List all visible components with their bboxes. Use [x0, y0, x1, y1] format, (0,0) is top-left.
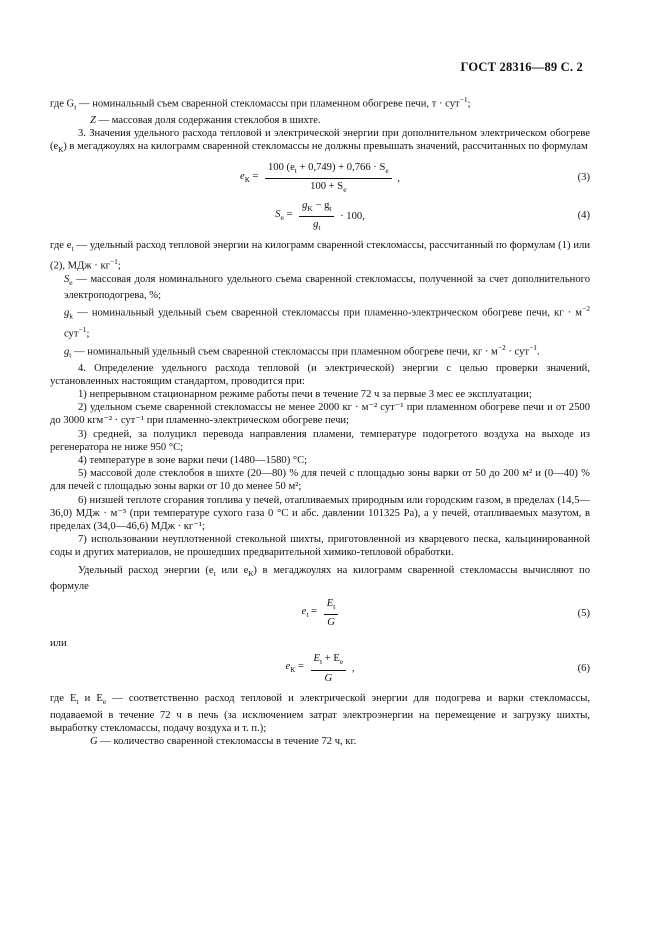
definition-gk: $g_k$ — номинальный удельный съем сваренной стекломассы при пламенно-электрическом обогреве печи, кг · $м^{-2}$ сут$^{-1}$; — [64, 304, 590, 340]
formula-4-fraction: $\frac{g_K - g_t}{g_t}$ — [299, 199, 334, 235]
or-text: или — [50, 638, 67, 650]
paragraph-3: 3. Значения удельного расхода тепловой и электрической энергии при дополнительном электрическом обогреве $(e_К)$ в мегаджоулях на килограмм сваренной стекломассы не должны превышать значений, рассчитанных по формулам — [50, 128, 590, 155]
definition-gt2: $g_t$ — номинальный удельный съем сваренной стекломассы при пламенном обогреве печи, кг · $м^{-2} \cdot сут^{-1}$. — [64, 342, 540, 360]
formula-4: $S_e$ = $\frac{g_K - g_t}{g_t}$ · 100, (4) — [50, 199, 590, 239]
formula-5-number: (5) — [577, 608, 590, 620]
list-item-3: 3) средней, за полуцикл перевода направления пламени, температуре подогретого воздуха на выходе из регенератора не ниже 950 °С; — [50, 428, 590, 453]
paragraph-4: 4. Определение удельного расхода тепловой (и электрической) энергии с целью проверки значений, установленных настоящим стандартом, проводится при: — [50, 362, 590, 387]
formula-3-fraction: $\frac{100 (e_t + 0,749) + 0,766 \cdot S_e}{100 + S_e}$ — [265, 161, 392, 197]
definition-z: Z — массовая доля содержания стеклобоя в шихте. — [90, 114, 321, 126]
definition-se: $S_e$ — массовая доля номинального удельного съема сваренной стекломассы, полученной за счет дополнительного электроподогрева, %; — [64, 273, 590, 301]
formula-5: $e_t$ = $\frac{E_t}{G}$ (5) — [301, 598, 590, 629]
formula-3-number: (3) — [577, 171, 590, 183]
page-header: ГОСТ 28316—89 С. 2 — [460, 60, 583, 74]
definition-et-ee: где $E_t$ и $E_e$ — соответственно расход тепловой и электрической энергии для подогрева и варки стекломассы, подаваемой в течение 72 ч в печь (за исключением затрат электроэнергии на перемещение и загрузку шихты, выработку стекломассы, подачу воздуха и т. п.); — [50, 693, 591, 734]
formula-4-number: (4) — [577, 209, 590, 221]
list-item-1: 1) непрерывном стационарном режиме работы печи в течение 72 ч за первые 3 мес ее эксплуатации; — [78, 388, 532, 400]
formula-6-fraction: $\frac{E_t + E_e}{G}$ — [311, 652, 347, 685]
definition-et: где $e_t$ — удельный расход тепловой энергии на килограмм сваренной стекломассы, рассчитанный по формулам (1) или (2), МДж · $кг^{-1}$; — [50, 239, 590, 272]
list-item-5: 5) массовой доле стеклобоя в шихте (20—80) % для печей с площадью зоны варки от 50 до 200 м² и (0—40) % для печей с площадью зоны варки от 10 до менее 50 м²; — [50, 468, 590, 493]
definition-g: G — количество сваренной стекломассы в течение 72 ч, кг. — [90, 736, 357, 748]
paragraph-5: Удельный расход энергии ($e_t$ или $e_К$) в мегаджоулях на килограмм сваренной стекломассы вычисляют по формуле — [50, 564, 591, 592]
formula-6-number: (6) — [577, 663, 590, 675]
list-item-4: 4) температуре в зоне варки печи (1480—1580) °С; — [78, 454, 308, 466]
list-item-2: 2) удельном съеме сваренной стекломассы не менее 2000 кг · м⁻² сут⁻¹ при пламенном обогреве печи и от 2500 до 3000 кгм⁻² · сут⁻¹ при пламенно-электрическом обогреве печи; — [50, 402, 590, 427]
formula-6: $e_К$ = $\frac{E_t + E_e}{G}$ , (6) — [285, 653, 590, 684]
list-item-6: 6) низшей теплоте сгорания топлива у печей, отапливаемых природным или городским газом, в пределах (14,5—36,0) МДж · м⁻³ (при температуре сухого газа 0 °С и абс. давлении 101325 Ра), а у печей, отапливаемых мазутом, в пределах (34,0—46,6) МДж · кг⁻¹; — [50, 494, 590, 532]
document-body — [50, 93, 590, 748]
formula-3: $e_К$ = $\frac{100 (e_t + 0,749) + 0,766 \cdot S_e}{100 + S_e}$ , (3) — [50, 161, 590, 199]
definition-gt: где $G_t$ — номинальный съем сваренной стекломассы при пламенном обогреве печи, т · сут$^{-1}$; — [50, 95, 471, 112]
list-item-7: 7) использовании неуплотненной стекольной шихты, приготовленной из кварцевого песка, кальцинированной соды и других материалов, не прошедших предварительной химико-тепловой обработки. — [50, 534, 590, 559]
formula-5-fraction: $\frac{E_t}{G}$ — [324, 597, 339, 630]
